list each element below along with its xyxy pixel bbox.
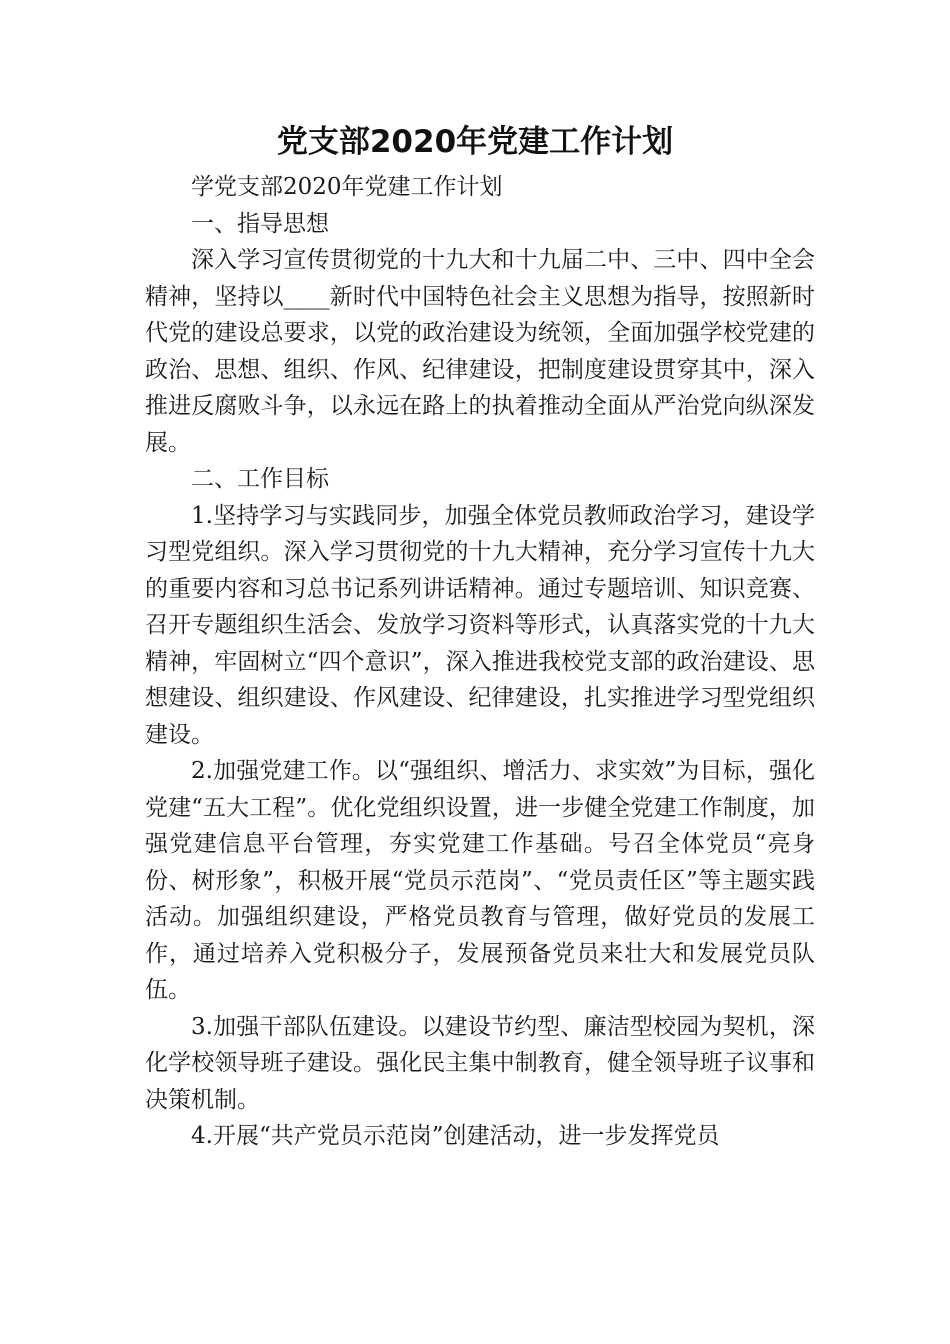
paragraph-goal-4: 4.开展“共产党员示范岗”创建活动，进一步发挥党员	[191, 1123, 720, 1149]
section-heading-work-goals: 二、工作目标	[191, 466, 329, 492]
section-heading-guiding-thought: 一、指导思想	[191, 210, 329, 237]
paragraph-goal-1: 1.坚持学习与实践同步，加强全体党员教师政治学习，建设学习型党组织。深入学习贯彻党的十九大精神，充分学习宣传十九大的重要内容和习总书记系列讲话精神。通过专题培训、知识竞赛、召开专题组织生活会、发放学习资料等形式，认真落实党的十九大精神，牢固树立“四个意识”，深入推进我校党支部的政治建设、思想建设、组织建设、作风建设、纪律建设，扎实推进学习型党组织建设。	[145, 502, 815, 748]
document-title: 党支部2020年党建工作计划	[276, 124, 674, 160]
paragraph-guiding-thought: 深入学习宣传贯彻党的十九大和十九届二中、三中、四中全会精神，坚持以____新时代中国特色社会主义思想为指导，按照新时代党的建设总要求，以党的政治建设为统领，全面加强学校党建的政治、思想、组织、作风、纪律建设，把制度建设贯穿其中，深入推进反腐败斗争，以永远在路上的执着推动全面从严治党向纵深发展。	[145, 247, 815, 456]
paragraph-goal-3: 3.加强干部队伍建设。以建设节约型、廉洁型校园为契机，深化学校领导班子建设。强化民主集中制教育，健全领导班子议事和决策机制。	[145, 1013, 815, 1113]
paragraph-goal-2: 2.加强党建工作。以“强组织、增活力、求实效”为目标，强化党建“五大工程”。优化党组织设置，进一步健全党建工作制度，加强党建信息平台管理，夯实党建工作基础。号召全体党员“亮身份、树形象”，积极开展“党员示范岗”、“党员责任区”等主题实践活动。加强组织建设，严格党员教育与管理，做好党员的发展工作，通过培养入党积极分子，发展预备党员来壮大和发展党员队伍。	[145, 758, 815, 1003]
document-body	[145, 169, 815, 1155]
paragraph-subtitle: 学党支部2020年党建工作计划	[191, 174, 503, 200]
